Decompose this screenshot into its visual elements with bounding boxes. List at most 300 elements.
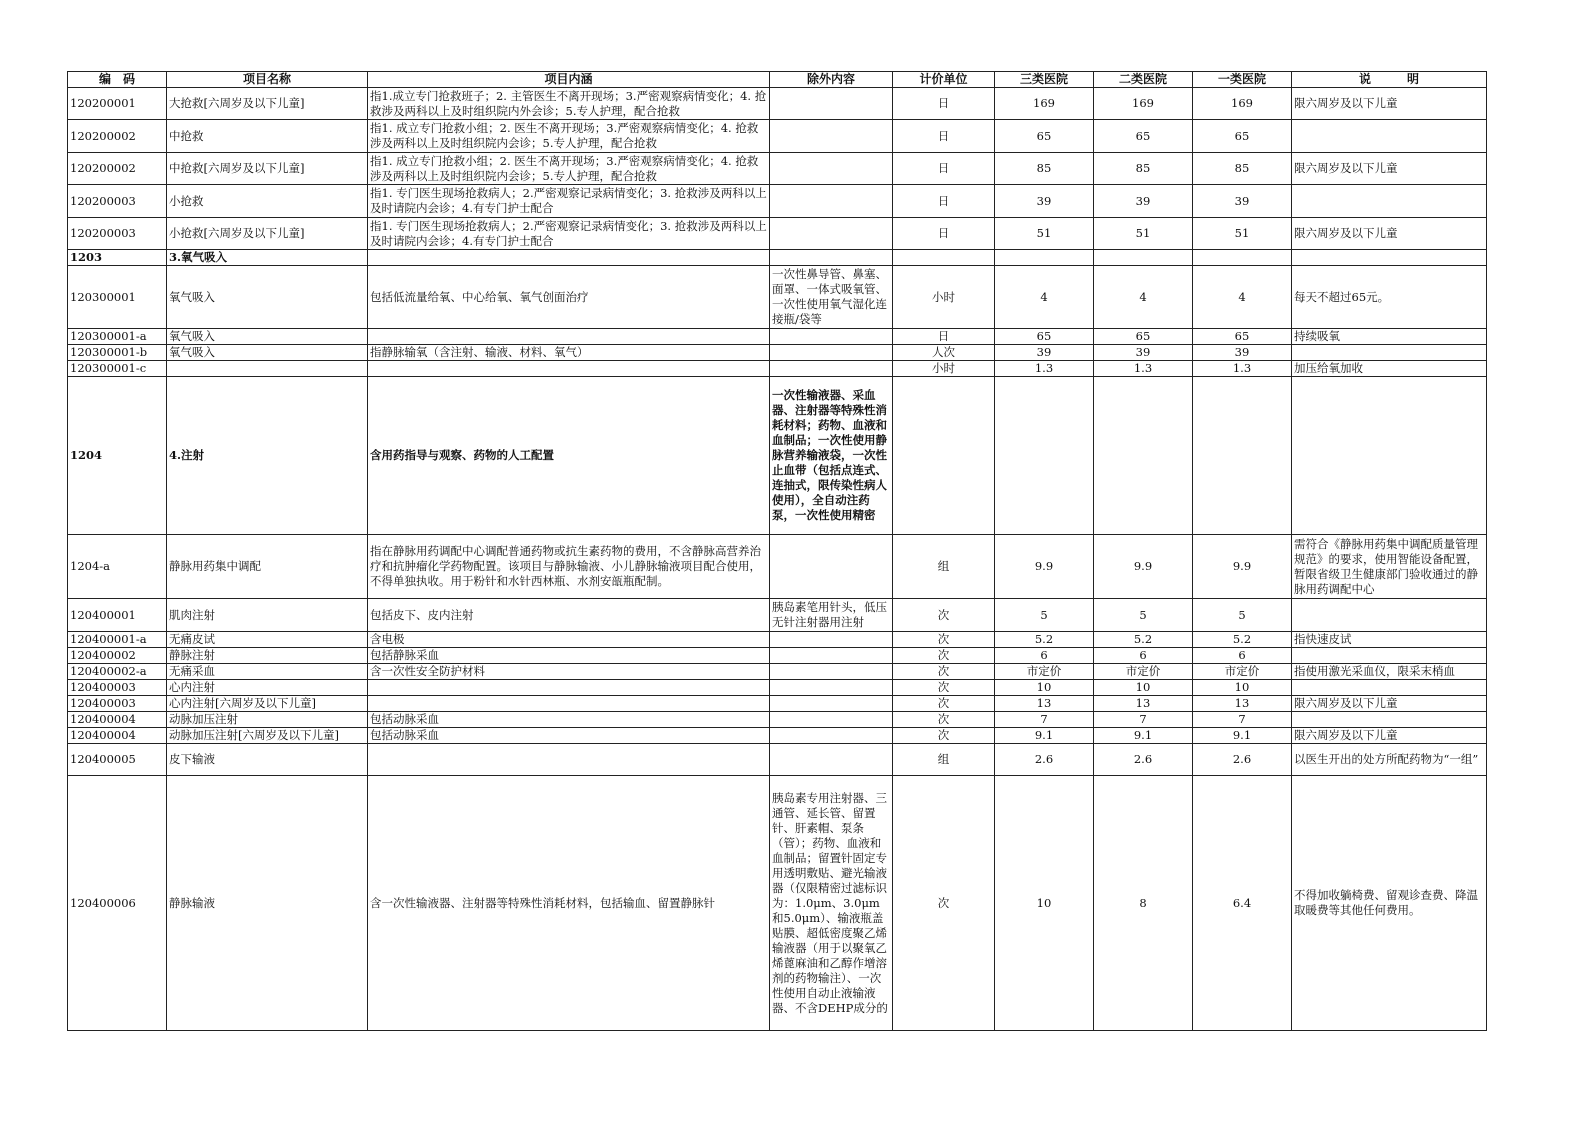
- cell-code-text: 120200003: [70, 193, 136, 208]
- cell-class1-price: [1193, 664, 1292, 680]
- cell-class1-price: [1193, 120, 1292, 153]
- cell-class3-price: [995, 599, 1094, 632]
- cell-class2-price: [1094, 696, 1193, 712]
- cell-content: [368, 88, 770, 120]
- cell-content-text: 指静脉输氧（含注射、输液、材料、氧气）: [370, 345, 589, 359]
- cell-class3-price-text: 10: [1036, 680, 1052, 694]
- cell-exclude: [770, 648, 893, 664]
- cell-class2-price: [1094, 664, 1193, 680]
- cell-code-text: 120300001-a: [70, 329, 147, 343]
- cell-exclude: [770, 361, 893, 377]
- cell-class1-price: [1193, 744, 1292, 776]
- cell-class1-price-text: 9.1: [1232, 728, 1252, 742]
- cell-class3-price-text: 2.6: [1034, 752, 1054, 766]
- cell-exclude: [770, 728, 893, 744]
- cell-name: [167, 680, 368, 696]
- cell-name: [167, 648, 368, 664]
- cell-class3-price-text: 10: [1036, 895, 1052, 910]
- cell-content-text: 包括低流量给氧、中心给氧、氧气创面治疗: [370, 289, 589, 304]
- cell-class3-price: [995, 632, 1094, 648]
- table-row: [68, 696, 1487, 712]
- cell-code-text: 120400001-a: [70, 632, 147, 646]
- cell-class3-price: [995, 776, 1094, 1031]
- cell-class3-price: [995, 535, 1094, 599]
- cell-code: [68, 648, 167, 664]
- cell-class3-price-text: 13: [1036, 696, 1052, 710]
- cell-class2-price: [1094, 329, 1193, 345]
- cell-class3-price-text: 39: [1036, 193, 1052, 208]
- cell-unit-text: 日: [937, 96, 950, 110]
- cell-class2-price-text: 39: [1135, 193, 1151, 208]
- cell-class2-price: [1094, 377, 1193, 535]
- cell-note: [1292, 744, 1487, 776]
- cell-unit-text: 组: [937, 559, 950, 573]
- cell-unit-text: 次: [937, 680, 950, 694]
- cell-code: [68, 329, 167, 345]
- cell-class3-price: [995, 377, 1094, 535]
- cell-class1-price: [1193, 696, 1292, 712]
- cell-unit: [893, 218, 995, 250]
- cell-note: [1292, 377, 1487, 535]
- cell-class3-price-text: 85: [1036, 161, 1052, 175]
- cell-class1-price: [1193, 728, 1292, 744]
- cell-name: [167, 361, 368, 377]
- cell-note-text: 限六周岁及以下儿童: [1294, 728, 1398, 742]
- cell-content: [368, 361, 770, 377]
- cell-class2-price-text: 13: [1135, 696, 1151, 710]
- cell-content-text: 包括皮下、皮内注射: [370, 607, 474, 622]
- cell-class3-price: [995, 664, 1094, 680]
- cell-exclude: [770, 696, 893, 712]
- cell-unit-text: 日: [937, 329, 950, 343]
- cell-class3-price: [995, 185, 1094, 218]
- cell-note: [1292, 696, 1487, 712]
- cell-unit-text: 人次: [932, 345, 955, 359]
- cell-class3-price: [995, 250, 1094, 266]
- cell-code-text: 120400003: [70, 680, 136, 694]
- table-row: [68, 776, 1487, 1031]
- cell-class1-price: [1193, 185, 1292, 218]
- cell-name: [167, 535, 368, 599]
- cell-unit-text: 小时: [932, 361, 955, 375]
- cell-class2-price-text: 51: [1135, 226, 1151, 240]
- cell-unit: [893, 599, 995, 632]
- cell-unit: [893, 185, 995, 218]
- cell-class1-price-text: 2.6: [1232, 752, 1252, 766]
- cell-note: [1292, 361, 1487, 377]
- header-row: [68, 72, 1487, 88]
- header-class2: 二类医院: [1094, 72, 1193, 88]
- cell-content-text: 指1. 成立专门抢救小组；2. 医生不离开现场；3.严密观察病情变化；4. 抢救涉及两科以上及时组织院内会诊；5.专人护理，配合抢救: [370, 121, 759, 150]
- cell-unit: [893, 664, 995, 680]
- cell-name-text: 心内注射: [169, 680, 215, 694]
- cell-name: [167, 712, 368, 728]
- cell-exclude: [770, 535, 893, 599]
- table-row: [68, 329, 1487, 345]
- cell-content: [368, 648, 770, 664]
- cell-exclude: [770, 153, 893, 185]
- cell-class2-price-text: 65: [1135, 128, 1151, 143]
- cell-class2-price: [1094, 632, 1193, 648]
- cell-content: [368, 535, 770, 599]
- header-name: 项目名称: [167, 72, 368, 88]
- cell-name: [167, 218, 368, 250]
- cell-unit: [893, 632, 995, 648]
- cell-note: [1292, 680, 1487, 696]
- table-row: [68, 185, 1487, 218]
- cell-class2-price: [1094, 120, 1193, 153]
- cell-unit-text: 日: [937, 226, 950, 240]
- cell-unit: [893, 648, 995, 664]
- cell-code-text: 120300001-c: [70, 361, 147, 375]
- cell-unit: [893, 712, 995, 728]
- cell-code: [68, 535, 167, 599]
- cell-class1-price-text: 13: [1234, 696, 1250, 710]
- cell-note: [1292, 329, 1487, 345]
- table-row: [68, 728, 1487, 744]
- cell-content: [368, 664, 770, 680]
- cell-class1-price: [1193, 250, 1292, 266]
- cell-content: [368, 377, 770, 535]
- cell-code: [68, 632, 167, 648]
- cell-class1-price: [1193, 345, 1292, 361]
- cell-note-text: 加压给氧加收: [1294, 361, 1363, 375]
- cell-code-text: 120400004: [70, 712, 136, 726]
- cell-name: [167, 250, 368, 266]
- cell-note-text: 指快速皮试: [1294, 632, 1352, 646]
- cell-code: [68, 712, 167, 728]
- cell-class2-price: [1094, 728, 1193, 744]
- cell-content-text: 含电极: [370, 632, 405, 646]
- cell-exclude: [770, 377, 893, 535]
- cell-code: [68, 728, 167, 744]
- cell-code: [68, 744, 167, 776]
- cell-class3-price: [995, 345, 1094, 361]
- cell-code-text: 1204-a: [70, 559, 111, 573]
- cell-class3-price: [995, 120, 1094, 153]
- cell-class1-price-text: 39: [1234, 193, 1250, 208]
- cell-class1-price: [1193, 361, 1292, 377]
- cell-note: [1292, 712, 1487, 728]
- cell-note: [1292, 535, 1487, 599]
- cell-code-text: 120200002: [70, 128, 136, 143]
- cell-unit: [893, 329, 995, 345]
- cell-class3-price-text: 5: [1040, 607, 1048, 622]
- cell-class3-price: [995, 266, 1094, 329]
- cell-class1-price-text: 5: [1238, 607, 1246, 622]
- cell-name-text: 中抢救: [169, 128, 204, 143]
- cell-code-text: 1204: [70, 448, 103, 462]
- cell-class1-price: [1193, 88, 1292, 120]
- cell-unit: [893, 153, 995, 185]
- cell-unit-text: 日: [937, 128, 950, 143]
- cell-name-text: 皮下输液: [169, 752, 215, 766]
- cell-class1-price-text: 51: [1234, 226, 1250, 240]
- cell-code-text: 1203: [70, 250, 103, 264]
- cell-name-text: 肌肉注射: [169, 607, 215, 622]
- cell-code-text: 120400002-a: [70, 664, 147, 678]
- cell-note: [1292, 185, 1487, 218]
- cell-class2-price-text: 9.1: [1133, 728, 1153, 742]
- cell-content: [368, 599, 770, 632]
- header-class3: 三类医院: [995, 72, 1094, 88]
- cell-name: [167, 153, 368, 185]
- cell-content: [368, 696, 770, 712]
- cell-exclude: [770, 345, 893, 361]
- cell-class2-price: [1094, 218, 1193, 250]
- cell-unit-text: 次: [937, 712, 950, 726]
- cell-class2-price: [1094, 88, 1193, 120]
- cell-code-text: 120300001-b: [70, 345, 148, 359]
- cell-note-text: 限六周岁及以下儿童: [1294, 226, 1398, 240]
- cell-class1-price-text: 65: [1234, 128, 1250, 143]
- cell-class2-price-text: 10: [1135, 680, 1151, 694]
- cell-note: [1292, 218, 1487, 250]
- cell-class1-price-text: 85: [1234, 161, 1250, 175]
- cell-unit: [893, 361, 995, 377]
- cell-unit-text: 次: [937, 895, 950, 910]
- cell-class2-price-text: 5.2: [1133, 632, 1153, 646]
- cell-name-text: 动脉加压注射[六周岁及以下儿童]: [169, 728, 339, 742]
- cell-class1-price-text: 65: [1234, 329, 1250, 343]
- cell-class2-price-text: 169: [1132, 96, 1154, 110]
- cell-unit: [893, 744, 995, 776]
- cell-class3-price: [995, 88, 1094, 120]
- cell-class2-price: [1094, 153, 1193, 185]
- cell-name: [167, 599, 368, 632]
- cell-class3-price-text: 65: [1036, 329, 1052, 343]
- cell-class3-price: [995, 712, 1094, 728]
- cell-name: [167, 329, 368, 345]
- cell-exclude-text: 一次性输液器、采血器、注射器等特殊性消耗材料；药物、血液和血制品；一次性使用静脉营养输液袋，一次性止血带（包括点连式、连抽式，限传染性病人使用），全自动注药泵，一次性使用精密: [772, 388, 887, 522]
- cell-class1-price-text: 5.2: [1232, 632, 1252, 646]
- cell-content-text: 含一次性安全防护材料: [370, 664, 485, 678]
- header-note: 说 明: [1292, 72, 1487, 88]
- cell-class3-price: [995, 648, 1094, 664]
- cell-code: [68, 599, 167, 632]
- cell-class3-price-text: 169: [1033, 96, 1055, 110]
- header-unit: 计价单位: [893, 72, 995, 88]
- cell-content: [368, 744, 770, 776]
- cell-name-text: 无痛皮试: [169, 632, 215, 646]
- header-code: 编 码: [68, 72, 167, 88]
- cell-class2-price: [1094, 266, 1193, 329]
- table-row: [68, 153, 1487, 185]
- cell-exclude-text: 胰岛素专用注射器、三通管、延长管、留置针、肝素帽、泵条（管）；药物、血液和血制品；留置针固定专用透明敷贴、避光输液器（仅限精密过滤标识为：1.0μm、3.0μm和5.0μm）、输液瓶盖贴膜、超低密度聚乙烯输液器（用于以聚氧乙烯蓖麻油和乙醇作增溶剂的药物输注）、一次性使用自动止液输液器、不含DEHP成分的: [772, 790, 888, 1015]
- cell-class2-price: [1094, 776, 1193, 1031]
- cell-content: [368, 728, 770, 744]
- cell-class1-price: [1193, 680, 1292, 696]
- cell-name-text: 静脉输液: [169, 895, 215, 910]
- cell-code: [68, 377, 167, 535]
- table-row: [68, 377, 1487, 535]
- cell-class3-price: [995, 744, 1094, 776]
- cell-unit: [893, 120, 995, 153]
- cell-class1-price: [1193, 776, 1292, 1031]
- cell-exclude: [770, 218, 893, 250]
- cell-exclude: [770, 250, 893, 266]
- cell-code: [68, 266, 167, 329]
- cell-class1-price: [1193, 535, 1292, 599]
- cell-note: [1292, 728, 1487, 744]
- cell-exclude: [770, 88, 893, 120]
- cell-code: [68, 153, 167, 185]
- cell-code: [68, 185, 167, 218]
- cell-content: [368, 250, 770, 266]
- cell-class3-price-text: 市定价: [1026, 664, 1062, 678]
- cell-class3-price-text: 9.1: [1034, 728, 1054, 742]
- cell-note: [1292, 345, 1487, 361]
- cell-content-text: 指1. 专门医生现场抢救病人；2.严密观察记录病情变化；3. 抢救涉及两科以上及时请院内会诊；4.有专门护士配合: [370, 186, 767, 215]
- cell-unit: [893, 696, 995, 712]
- cell-unit: [893, 535, 995, 599]
- cell-unit: [893, 88, 995, 120]
- cell-exclude: [770, 776, 893, 1031]
- table-row: [68, 250, 1487, 266]
- cell-note: [1292, 120, 1487, 153]
- cell-code-text: 120400006: [70, 895, 136, 910]
- cell-name: [167, 696, 368, 712]
- cell-note: [1292, 664, 1487, 680]
- cell-content-text: 含用药指导与观察、药物的人工配置: [370, 448, 554, 462]
- cell-code: [68, 345, 167, 361]
- cell-content: [368, 632, 770, 648]
- cell-class2-price: [1094, 744, 1193, 776]
- table-row: [68, 632, 1487, 648]
- cell-exclude: [770, 599, 893, 632]
- cell-unit: [893, 776, 995, 1031]
- price-table-sheet: [67, 71, 1487, 1031]
- cell-class1-price: [1193, 266, 1292, 329]
- cell-unit-text: 小时: [932, 289, 955, 304]
- cell-note-text: 不得加收躺椅费、留观诊查费、降温取暖费等其他任何费用。: [1294, 888, 1478, 917]
- cell-name-text: 大抢救[六周岁及以下儿童]: [169, 96, 305, 110]
- cell-code-text: 120400005: [70, 752, 136, 766]
- cell-class1-price: [1193, 632, 1292, 648]
- cell-exclude: [770, 680, 893, 696]
- cell-content: [368, 680, 770, 696]
- cell-name-text: 氧气吸入: [169, 329, 215, 343]
- cell-note: [1292, 266, 1487, 329]
- cell-name-text: 3.氧气吸入: [169, 250, 228, 264]
- cell-class3-price-text: 39: [1036, 345, 1052, 359]
- cell-content: [368, 266, 770, 329]
- cell-class2-price: [1094, 361, 1193, 377]
- cell-class2-price-text: 7: [1139, 712, 1147, 726]
- cell-content: [368, 776, 770, 1031]
- table-row: [68, 744, 1487, 776]
- cell-class2-price-text: 65: [1135, 329, 1151, 343]
- cell-class3-price: [995, 696, 1094, 712]
- cell-class3-price: [995, 329, 1094, 345]
- cell-name-text: 小抢救[六周岁及以下儿童]: [169, 226, 305, 240]
- cell-note-text: 限六周岁及以下儿童: [1294, 696, 1398, 710]
- cell-unit: [893, 377, 995, 535]
- cell-content: [368, 712, 770, 728]
- table-row: [68, 361, 1487, 377]
- cell-code: [68, 88, 167, 120]
- cell-content-text: 包括静脉采血: [370, 648, 439, 662]
- cell-note: [1292, 632, 1487, 648]
- cell-class2-price: [1094, 345, 1193, 361]
- cell-class1-price-text: 10: [1234, 680, 1250, 694]
- cell-note-text: 指使用激光采血仪，限采末梢血: [1294, 664, 1455, 678]
- cell-code-text: 120200002: [70, 161, 136, 175]
- cell-note: [1292, 648, 1487, 664]
- cell-class2-price: [1094, 680, 1193, 696]
- cell-code-text: 120200001: [70, 96, 136, 110]
- cell-class3-price-text: 6: [1040, 648, 1048, 662]
- cell-class3-price: [995, 361, 1094, 377]
- cell-class3-price: [995, 218, 1094, 250]
- cell-code: [68, 776, 167, 1031]
- cell-class3-price-text: 1.3: [1034, 361, 1054, 375]
- cell-class1-price: [1193, 648, 1292, 664]
- cell-note-text: 每天不超过65元。: [1294, 289, 1390, 304]
- table-row: [68, 680, 1487, 696]
- header-class1: 一类医院: [1193, 72, 1292, 88]
- cell-name-text: 4.注射: [169, 448, 205, 462]
- cell-class1-price-text: 39: [1234, 345, 1250, 359]
- cell-class2-price-text: 2.6: [1133, 752, 1153, 766]
- cell-class1-price: [1193, 218, 1292, 250]
- cell-name: [167, 744, 368, 776]
- table-row: [68, 648, 1487, 664]
- cell-exclude: [770, 632, 893, 648]
- cell-class2-price: [1094, 648, 1193, 664]
- cell-note-text: 限六周岁及以下儿童: [1294, 161, 1398, 175]
- cell-unit-text: 次: [937, 632, 950, 646]
- cell-content: [368, 218, 770, 250]
- cell-name: [167, 120, 368, 153]
- cell-name: [167, 632, 368, 648]
- cell-content-text: 包括动脉采血: [370, 728, 439, 742]
- cell-class1-price-text: 4: [1238, 289, 1246, 304]
- cell-exclude: [770, 185, 893, 218]
- cell-class3-price-text: 51: [1036, 226, 1052, 240]
- cell-class1-price: [1193, 153, 1292, 185]
- cell-content: [368, 329, 770, 345]
- cell-class3-price-text: 9.9: [1034, 559, 1054, 573]
- table-row: [68, 266, 1487, 329]
- cell-content: [368, 185, 770, 218]
- cell-name: [167, 776, 368, 1031]
- cell-class1-price: [1193, 377, 1292, 535]
- cell-class2-price-text: 39: [1135, 345, 1151, 359]
- cell-content-text: 包括动脉采血: [370, 712, 439, 726]
- table-row: [68, 712, 1487, 728]
- cell-name-text: 氧气吸入: [169, 345, 215, 359]
- cell-exclude: [770, 329, 893, 345]
- cell-class3-price-text: 65: [1036, 128, 1052, 143]
- cell-name-text: 心内注射[六周岁及以下儿童]: [169, 696, 316, 710]
- cell-unit: [893, 345, 995, 361]
- cell-exclude: [770, 664, 893, 680]
- cell-unit-text: 组: [937, 752, 950, 766]
- cell-name: [167, 88, 368, 120]
- cell-code: [68, 361, 167, 377]
- cell-content: [368, 120, 770, 153]
- cell-class2-price: [1094, 535, 1193, 599]
- table-row: [68, 120, 1487, 153]
- cell-code: [68, 250, 167, 266]
- cell-unit-text: 次: [937, 664, 950, 678]
- cell-class2-price-text: 6: [1139, 648, 1147, 662]
- cell-code-text: 120400004: [70, 728, 136, 742]
- cell-name: [167, 377, 368, 535]
- cell-class3-price: [995, 153, 1094, 185]
- cell-class3-price-text: 5.2: [1034, 632, 1054, 646]
